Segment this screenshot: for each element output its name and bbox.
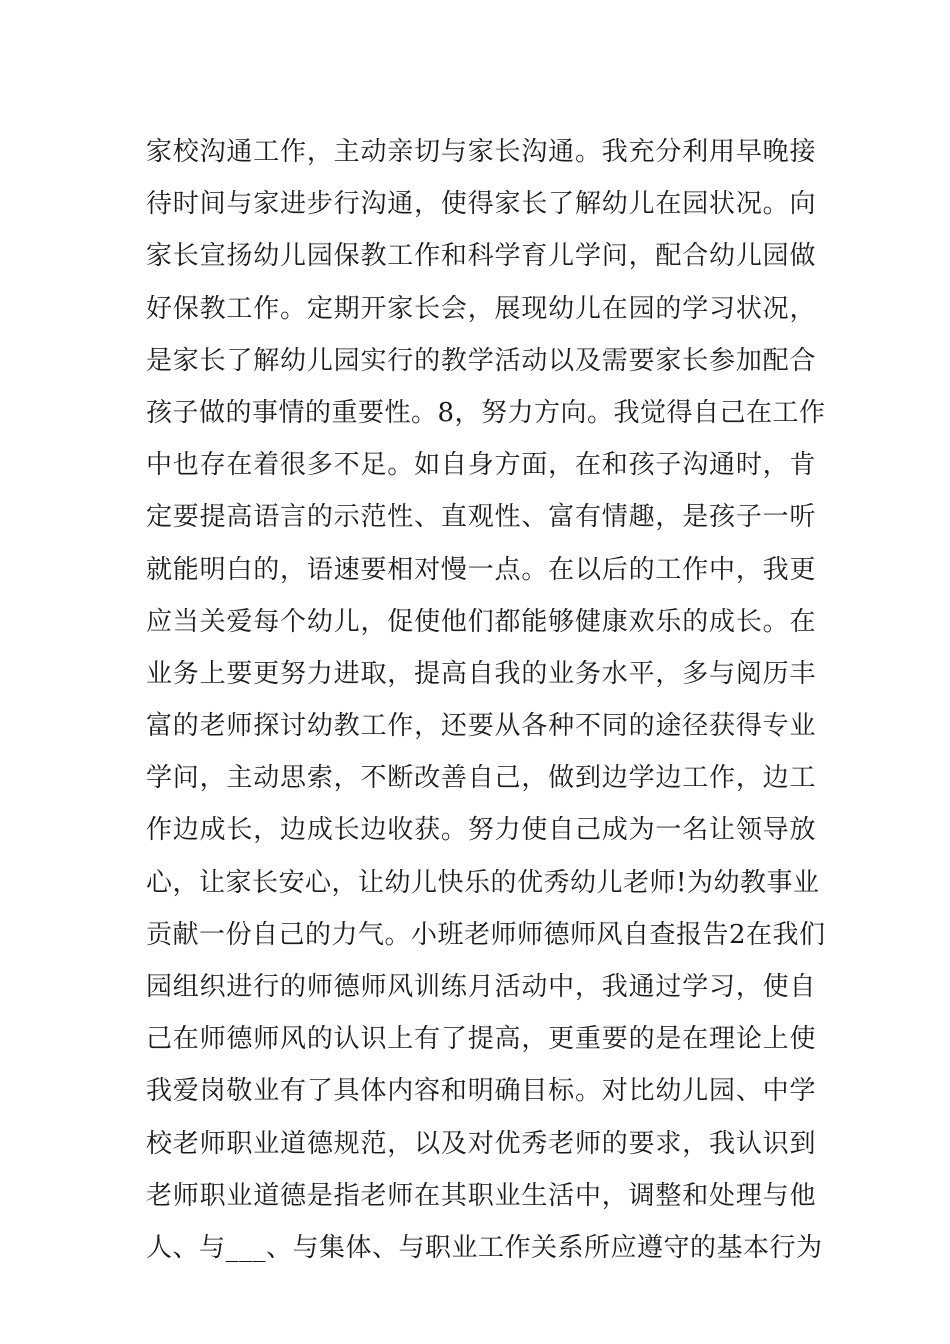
text-line: 业务上要更努力进取，提高自我的业务水平，多与阅历丰 (146, 658, 816, 689)
text-line: 人、与___、与集体、与职业工作关系所应遵守的基本行为 (146, 1232, 823, 1263)
text-line: 心，让家长安心，让幼儿快乐的优秀幼儿老师!为幼教事业 (146, 867, 820, 898)
text-line: 孩子做的事情的重要性。8，努力方向。我觉得自己在工作 (146, 397, 826, 428)
text-line: 学问，主动思索，不断改善自己，做到边学边工作，边工 (146, 763, 816, 794)
text-line: 应当关爱每个幼儿，促使他们都能够健康欢乐的成长。在 (146, 606, 816, 637)
body-text (146, 126, 826, 1274)
text-line: 老师职业道德是指老师在其职业生活中，调整和处理与他 (146, 1180, 816, 1211)
text-line: 园组织进行的师德师风训练月活动中，我通过学习，使自 (146, 972, 816, 1002)
text-line: 定要提高语言的示范性、直观性、富有情趣，是孩子一听 (146, 502, 816, 533)
text-line: 己在师德师风的认识上有了提高，更重要的是在理论上使 (146, 1024, 816, 1055)
text-line: 就能明白的，语速要相对慢一点。在以后的工作中，我更 (146, 554, 816, 585)
text-line: 家校沟通工作，主动亲切与家长沟通。我充分利用早晚接 (146, 137, 816, 167)
text-line: 富的老师探讨幼教工作，还要从各种不同的途径获得专业 (146, 711, 816, 742)
text-line: 好保教工作。定期开家长会，展现幼儿在园的学习状况， (146, 293, 816, 324)
text-line: 贡献一份自己的力气。小班老师师德师风自查报告2在我们 (146, 919, 826, 950)
text-line: 我爱岗敬业有了具体内容和明确目标。对比幼儿园、中学 (146, 1076, 816, 1107)
text-line: 是家长了解幼儿园实行的教学活动以及需要家长参加配合 (146, 345, 816, 376)
text-line: 校老师职业道德规范，以及对优秀老师的要求，我认识到 (146, 1128, 816, 1159)
text-line: 中也存在着很多不足。如自身方面，在和孩子沟通时，肯 (146, 450, 816, 481)
text-line: 待时间与家进步行沟通，使得家长了解幼儿在园状况。向 (146, 189, 816, 220)
text-line: 家长宣扬幼儿园保教工作和科学育儿学问，配合幼儿园做 (146, 241, 816, 272)
text-line: 作边成长，边成长边收获。努力使自己成为一名让领导放 (146, 815, 816, 846)
